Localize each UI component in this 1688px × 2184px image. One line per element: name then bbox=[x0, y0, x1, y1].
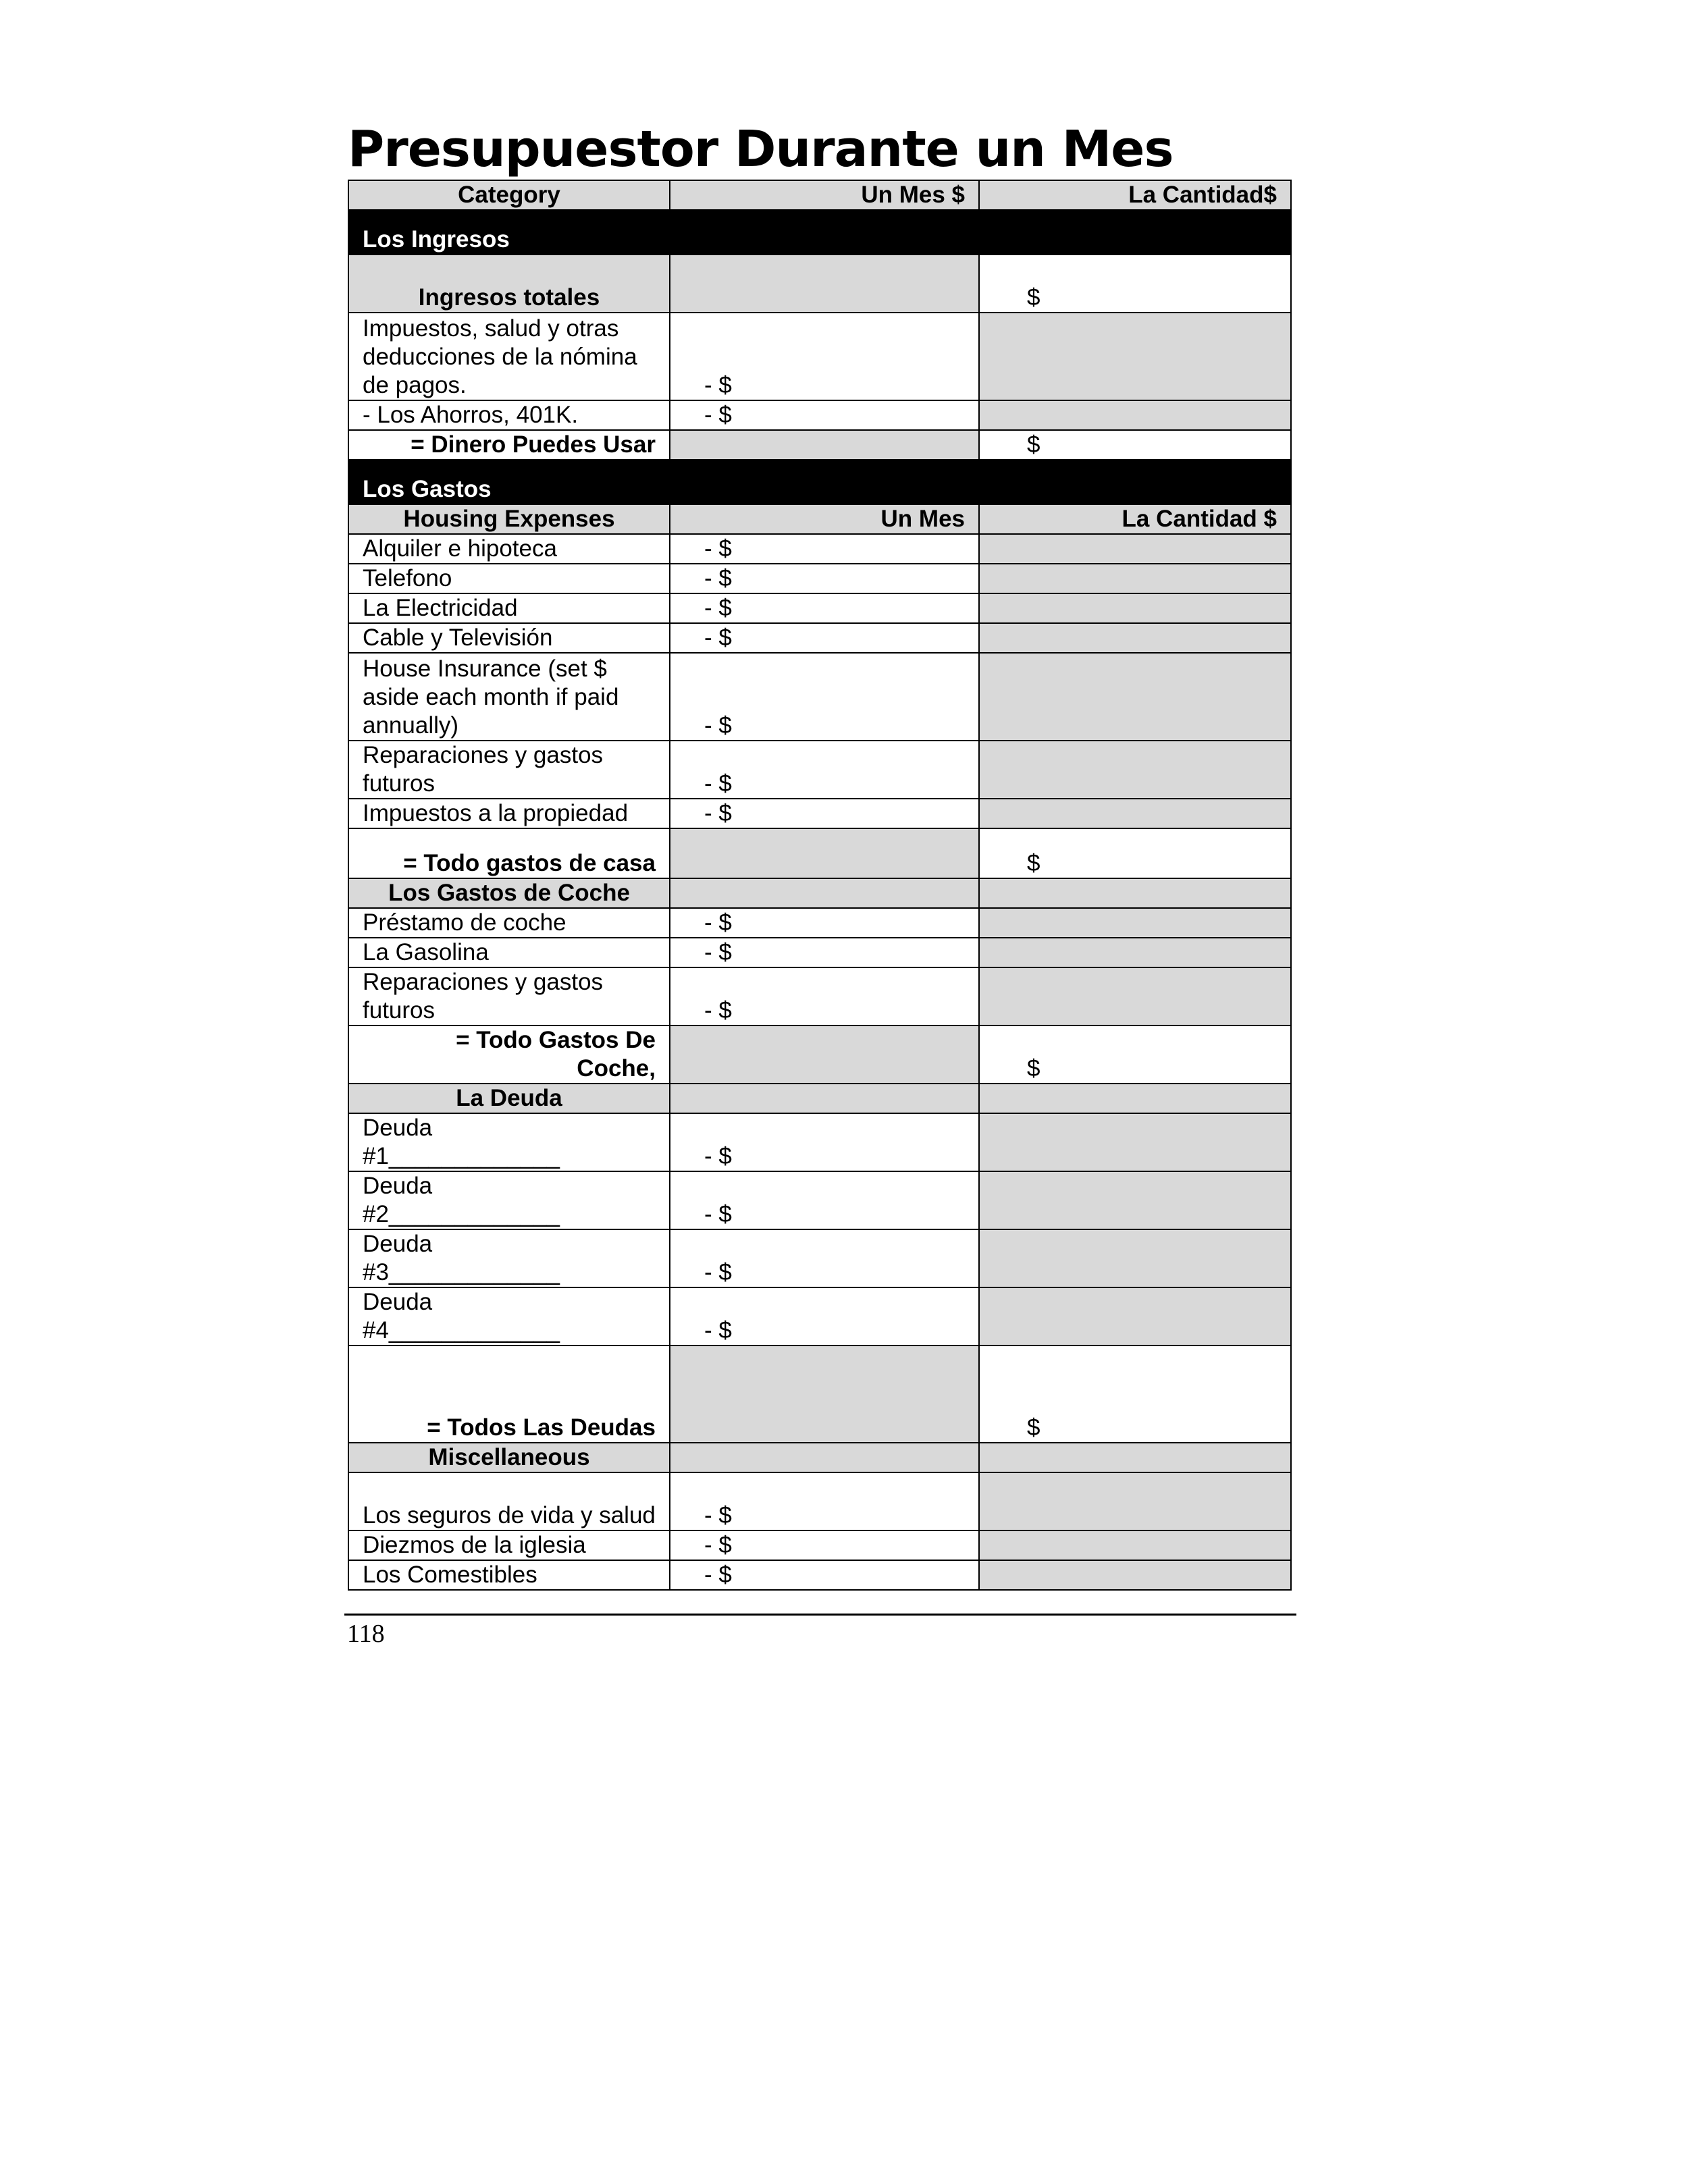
table-row bbox=[348, 741, 1291, 799]
table-row bbox=[348, 653, 1291, 741]
section-row-expenses bbox=[348, 460, 1291, 504]
page-title: Presupuestor Durante un Mes bbox=[348, 120, 1173, 178]
row-month-value: - $ bbox=[670, 1229, 979, 1287]
row-label: Deuda #2_____________ bbox=[348, 1171, 670, 1229]
income-net-row bbox=[348, 430, 1291, 460]
table-row bbox=[348, 593, 1291, 623]
housing-header-row bbox=[348, 504, 1291, 534]
housing-amount-header: La Cantidad $ bbox=[979, 504, 1291, 534]
header-amount: La Cantidad$ bbox=[979, 180, 1291, 210]
table-row bbox=[348, 967, 1291, 1026]
row-label: Telefono bbox=[348, 564, 670, 593]
income-net-label: = Dinero Puedes Usar bbox=[348, 430, 670, 460]
section-row-income bbox=[348, 210, 1291, 255]
row-label: Diezmos de la iglesia bbox=[348, 1530, 670, 1560]
row-month-value: - $ bbox=[670, 1472, 979, 1530]
row-month-value: - $ bbox=[670, 938, 979, 967]
table-row bbox=[348, 1171, 1291, 1229]
table-row bbox=[348, 534, 1291, 564]
table-row bbox=[348, 313, 1291, 400]
income-total-label: Ingresos totales bbox=[348, 255, 670, 313]
row-month-value: - $ bbox=[670, 1530, 979, 1560]
debt-total-label: = Todos Las Deudas bbox=[348, 1346, 670, 1443]
row-label: Deuda #3_____________ bbox=[348, 1229, 670, 1287]
row-label: Deuda #4_____________ bbox=[348, 1287, 670, 1346]
row-label: Reparaciones y gastos futuros bbox=[348, 741, 670, 799]
row-month-value: - $ bbox=[670, 1113, 979, 1171]
car-header-row bbox=[348, 878, 1291, 908]
car-total-label-line2: Coche, bbox=[577, 1055, 656, 1082]
row-month-value: - $ bbox=[670, 623, 979, 653]
housing-total-row bbox=[348, 828, 1291, 878]
row-month-value: - $ bbox=[670, 400, 979, 430]
debt-header: La Deuda bbox=[348, 1084, 670, 1113]
header-category: Category bbox=[348, 180, 670, 210]
row-label: Los seguros de vida y salud bbox=[348, 1472, 670, 1530]
row-month-value: - $ bbox=[670, 534, 979, 564]
misc-header: Miscellaneous bbox=[348, 1443, 670, 1472]
housing-total-label: = Todo gastos de casa bbox=[348, 828, 670, 878]
car-header: Los Gastos de Coche bbox=[348, 878, 670, 908]
row-month-value: - $ bbox=[670, 313, 979, 400]
row-label: La Gasolina bbox=[348, 938, 670, 967]
table-row bbox=[348, 1113, 1291, 1171]
table-row bbox=[348, 1530, 1291, 1560]
row-label: Reparaciones y gastos futuros bbox=[348, 967, 670, 1026]
income-total-row bbox=[348, 255, 1291, 313]
section-title-expenses: Los Gastos bbox=[348, 460, 670, 504]
row-month-value: - $ bbox=[670, 653, 979, 741]
table-row bbox=[348, 1472, 1291, 1530]
row-label: La Electricidad bbox=[348, 593, 670, 623]
row-month-value: - $ bbox=[670, 967, 979, 1026]
footer-divider bbox=[344, 1614, 1296, 1616]
car-total-amount: $ bbox=[979, 1026, 1291, 1084]
table-row bbox=[348, 938, 1291, 967]
header-month: Un Mes $ bbox=[670, 180, 979, 210]
row-label: Impuestos, salud y otras deducciones de la nómina de pagos. bbox=[348, 313, 670, 400]
table-row bbox=[348, 400, 1291, 430]
debt-total-amount: $ bbox=[979, 1346, 1291, 1443]
table-row bbox=[348, 623, 1291, 653]
row-label: Cable y Televisión bbox=[348, 623, 670, 653]
row-label: Impuestos a la propiedad bbox=[348, 799, 670, 828]
table-row bbox=[348, 1560, 1291, 1590]
row-label: Alquiler e hipoteca bbox=[348, 534, 670, 564]
row-month-value: - $ bbox=[670, 741, 979, 799]
row-month-value: - $ bbox=[670, 593, 979, 623]
housing-month-header: Un Mes bbox=[670, 504, 979, 534]
row-label: Deuda #1_____________ bbox=[348, 1113, 670, 1171]
debt-total-row bbox=[348, 1346, 1291, 1443]
row-label: House Insurance (set $ aside each month if paid annually) bbox=[348, 653, 670, 741]
table-row bbox=[348, 564, 1291, 593]
row-month-value: - $ bbox=[670, 564, 979, 593]
row-month-value: - $ bbox=[670, 1287, 979, 1346]
row-month-value: - $ bbox=[670, 1560, 979, 1590]
row-month-value: - $ bbox=[670, 908, 979, 938]
table-row bbox=[348, 1287, 1291, 1346]
row-label: - Los Ahorros, 401K. bbox=[348, 400, 670, 430]
page-number: 118 bbox=[347, 1620, 385, 1648]
row-month-value: - $ bbox=[670, 799, 979, 828]
row-month-value: - $ bbox=[670, 1171, 979, 1229]
table-header-row bbox=[348, 180, 1291, 210]
row-label: Los Comestibles bbox=[348, 1560, 670, 1590]
car-total-label-line1: = Todo Gastos De bbox=[456, 1027, 656, 1053]
section-title-income: Los Ingresos bbox=[348, 210, 670, 255]
income-net-amount: $ bbox=[979, 430, 1291, 460]
table-row bbox=[348, 799, 1291, 828]
table-row bbox=[348, 908, 1291, 938]
budget-table bbox=[348, 180, 1292, 1591]
debt-header-row bbox=[348, 1084, 1291, 1113]
housing-header: Housing Expenses bbox=[348, 504, 670, 534]
car-total-label bbox=[348, 1026, 670, 1084]
misc-header-row bbox=[348, 1443, 1291, 1472]
housing-total-amount: $ bbox=[979, 828, 1291, 878]
car-total-row bbox=[348, 1026, 1291, 1084]
table-row bbox=[348, 1229, 1291, 1287]
row-label: Préstamo de coche bbox=[348, 908, 670, 938]
income-total-amount: $ bbox=[979, 255, 1291, 313]
